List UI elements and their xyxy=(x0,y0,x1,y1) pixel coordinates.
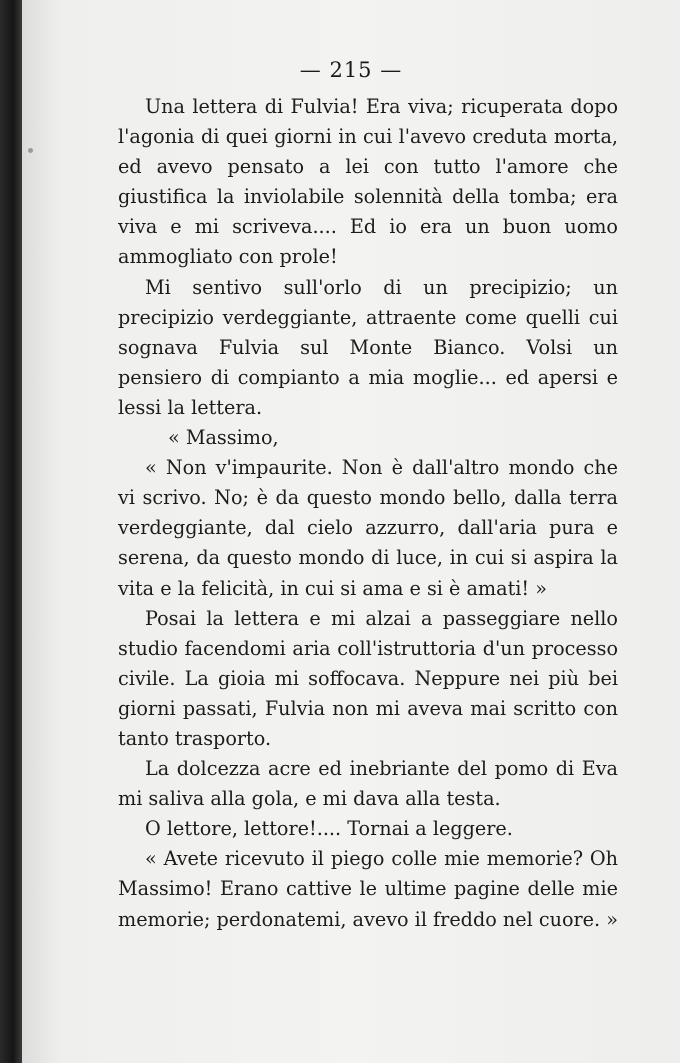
book-page xyxy=(22,0,680,1063)
paper-speck xyxy=(28,148,33,153)
paragraph-3: Posai la lettera e mi alzai a passeggiare nello studio facendomi aria coll'istruttoria d'un processo civile. La gioia mi soffocava. Neppure nei più bei giorni passati, Fulvia non mi aveva mai scritto con tanto trasporto. xyxy=(118,606,618,750)
letter-paragraph-1: « Non v'impaurite. Non è dall'altro mondo che vi scrivo. No; è da questo mondo bello, dalla terra verdeggiante, dal cielo azzurro, dall'aria pura e serena, da questo mondo di luce, in cui si aspira la vita e la felicità, in cui si ama e si è amati! » xyxy=(118,456,618,600)
letter-paragraph-2: « Avete ricevuto il piego colle mie memorie? Oh Massimo! Erano cattive le ultime pagine delle mie memorie; perdonatemi, avevo il freddo nel cuore. » xyxy=(118,847,618,931)
book-spine-shadow xyxy=(0,0,22,1063)
page-body xyxy=(118,92,618,935)
paragraph-2: Mi sentivo sull'orlo di un precipizio; un precipizio verdeggiante, attraente come quelli cui sognava Fulvia sul Monte Bianco. Volsi un pensiero di compianto a mia moglie... ed apersi e lessi la lettera. xyxy=(118,275,618,419)
paragraph-1: Una lettera di Fulvia! Era viva; ricuperata dopo l'agonia di quei giorni in cui l'avevo creduta morta, ed avevo pensato a lei con tutto l'amore che giustifica la inviolabile solennità della tomba; era viva e mi scriveva.... Ed io era un buon uomo ammogliato con prole! xyxy=(118,95,618,269)
page-number: — 215 — xyxy=(299,58,403,82)
paragraph-5: O lettore, lettore!.... Tornai a leggere. xyxy=(145,817,513,841)
letter-salutation: « Massimo, xyxy=(168,426,279,450)
paragraph-4: La dolcezza acre ed inebriante del pomo di Eva mi saliva alla gola, e mi dava alla testa. xyxy=(118,757,618,811)
